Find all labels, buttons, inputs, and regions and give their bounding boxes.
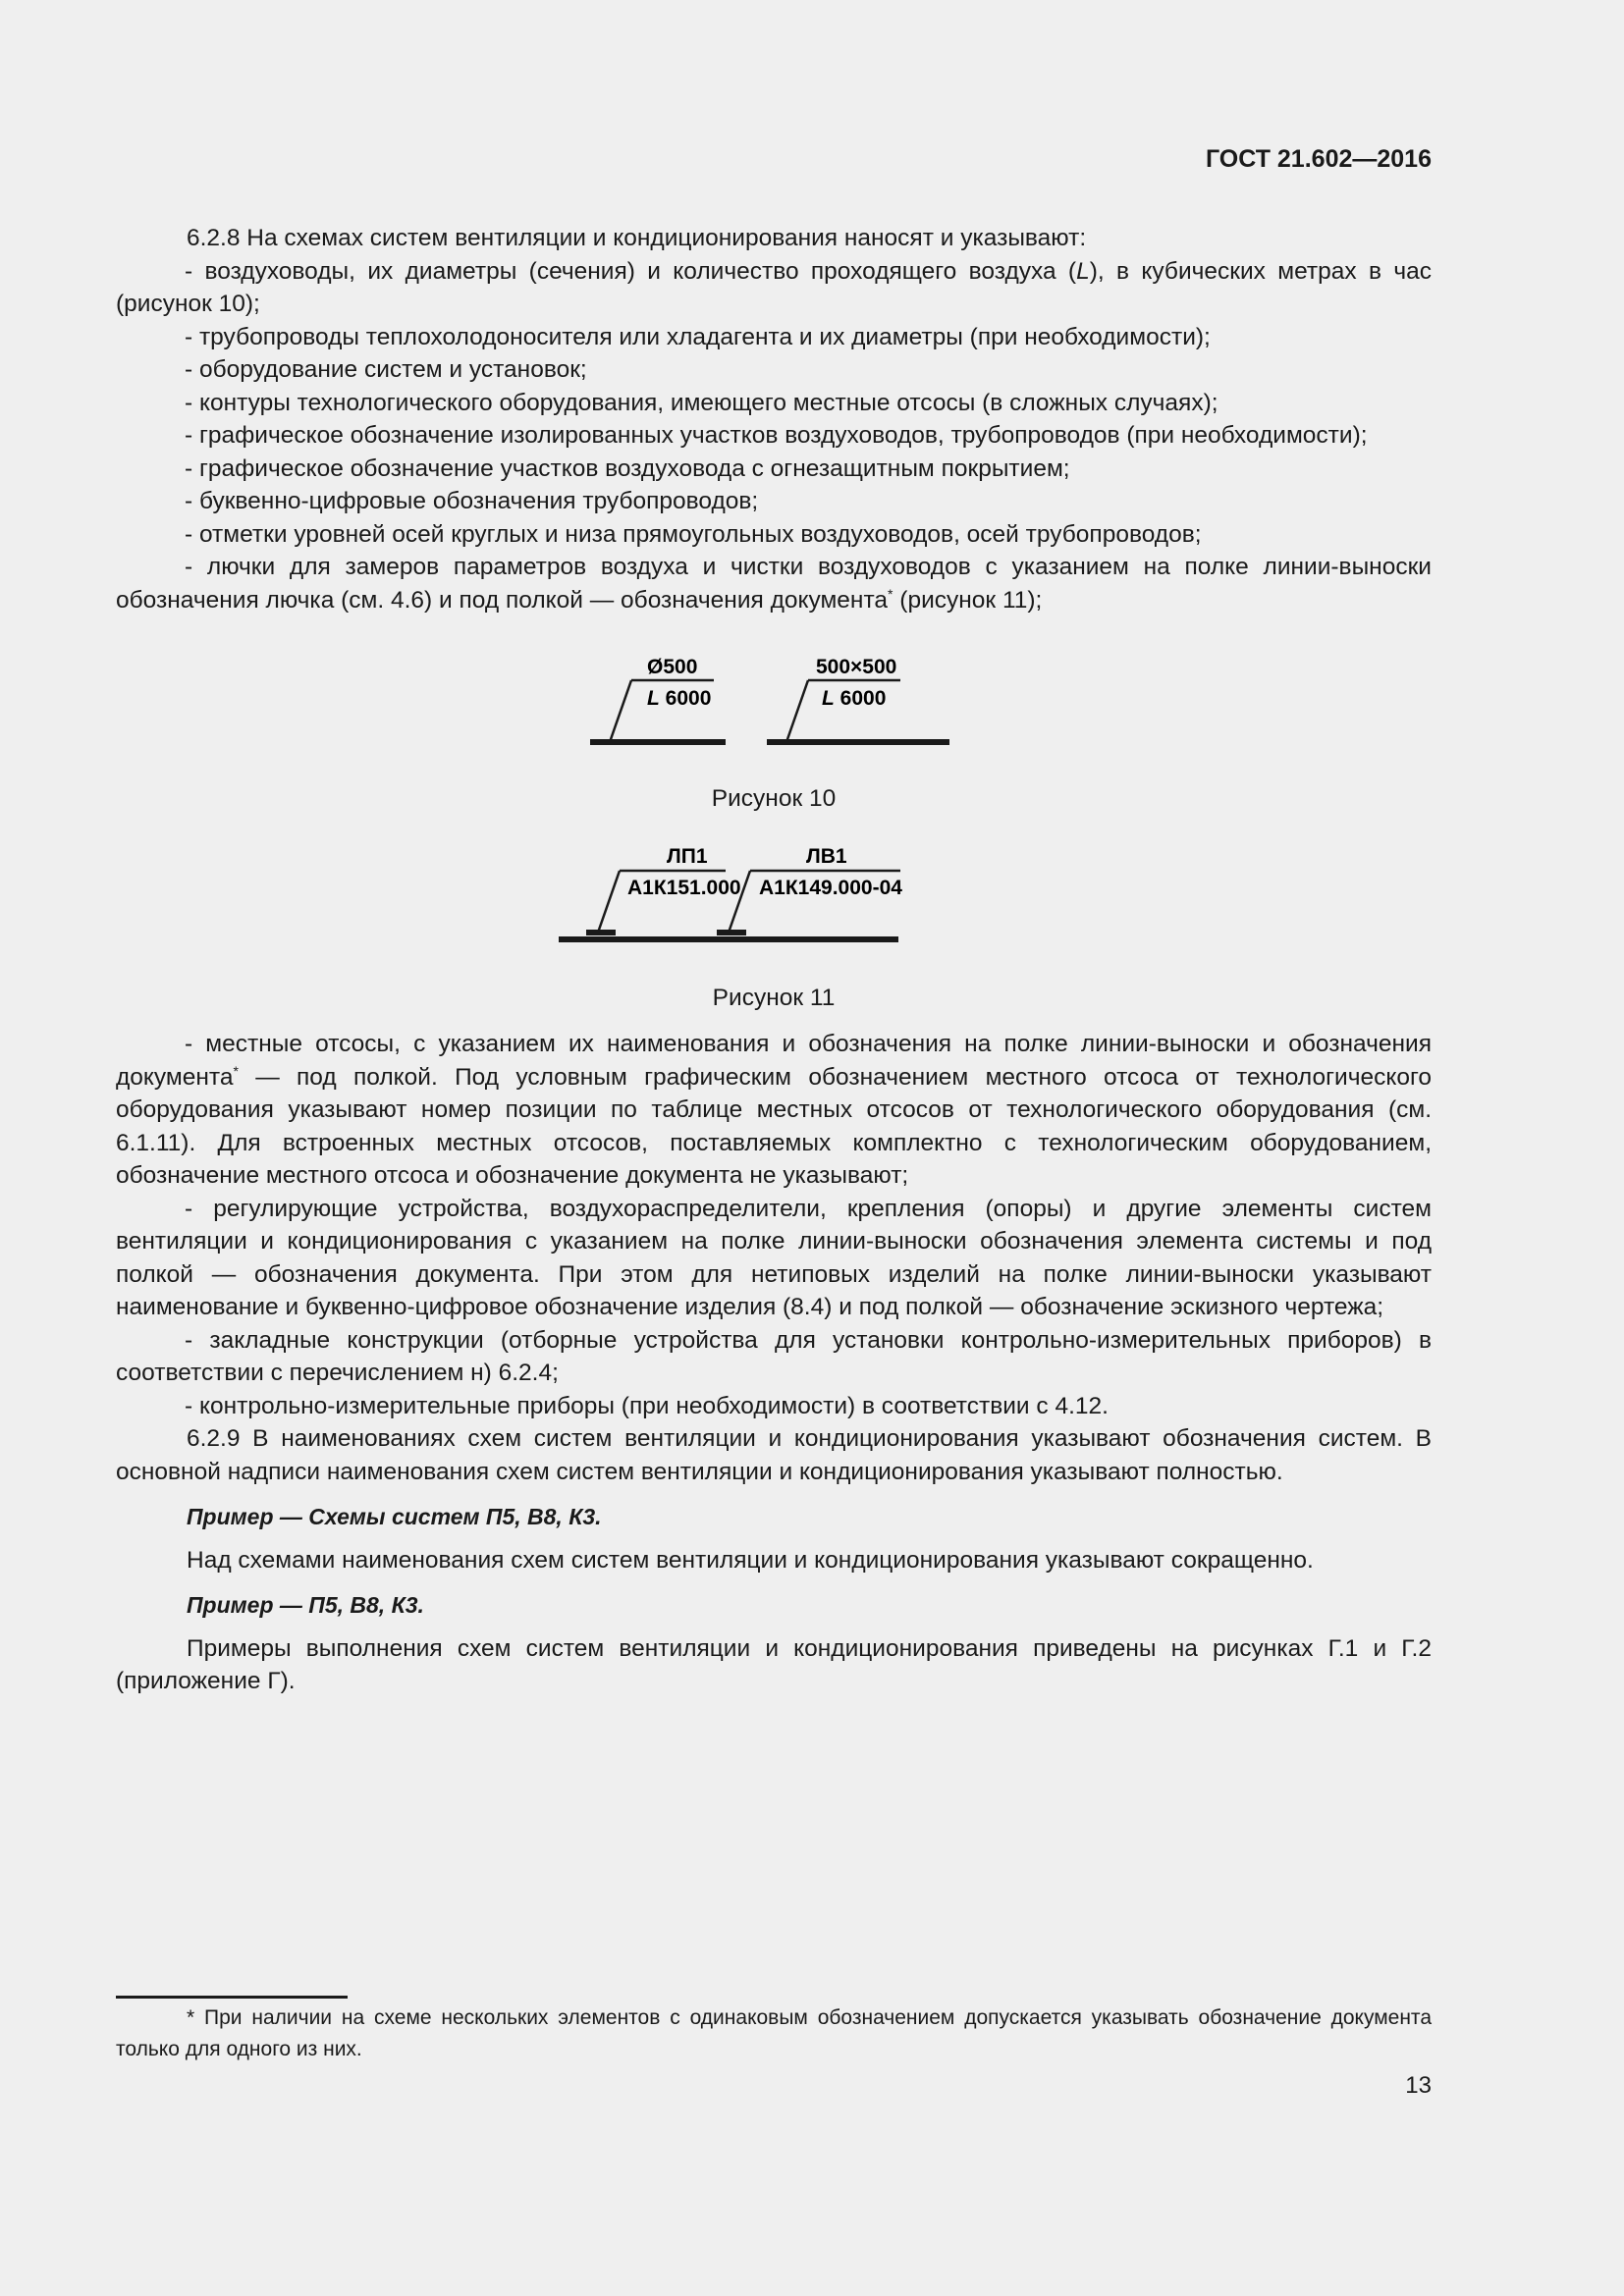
- figure-10-caption: Рисунок 10: [711, 785, 837, 812]
- figure-11-drawing: [559, 835, 932, 958]
- list-item: - контрольно-измерительные приборы (при необходимости) в соответствии с 4.12.: [185, 1392, 1109, 1419]
- duct-diameter-label: Ø500: [647, 656, 698, 678]
- hatch-leader-supply: [586, 845, 741, 935]
- list-item: - регулирующие устройства, воздухораспределители, крепления (опоры) и другие элементы систем вентиляции и кондиционирования с указанием на полке линии-выноски обозначения элемента системы и под полкой — обозначения документа. При этом для нетиповых изделий на полке линии-выноски указывают наименование и буквенно-цифровое обозначение изделия (8.4) и под полкой — обозначение эскизного чертежа;: [116, 1195, 1432, 1320]
- duct-leader-rect: [767, 656, 949, 742]
- footnote: * При наличии на схеме нескольких элементов с одинаковым обозначением допускается указывать обозначение документа только для одного из них.: [116, 2006, 1432, 2060]
- section-6-2-9-paragraph: 6.2.9 В наименованиях схем систем вентиляции и кондиционирования указывают обозначения систем. В основной надписи наименования схем систем вентиляции и кондиционирования указывают полностью.: [116, 1425, 1432, 1485]
- example-2: Пример — П5, В8, К3.: [187, 1592, 424, 1618]
- list-item: - буквенно-цифровые обозначения трубопроводов;: [185, 488, 759, 514]
- list-item: - лючки для замеров параметров воздуха и чистки воздуховодов с указанием на полке линии-выноски обозначения лючка (см. 4.6) и под полкой — обозначения документа* (рисунок 11);: [116, 554, 1432, 614]
- list-item: - графическое обозначение участков воздуховода с огнезащитным покрытием;: [185, 454, 1070, 482]
- list-item: - местные отсосы, с указанием их наименования и обозначения на полке линии-выноски и обозначения документа* — под полкой. Под условным графическим обозначением местного отсоса от технологического оборудования указывают номер позиции по таблице местных отсосов от технологического оборудования (см. 6.1.11). Для встроенных местных отсосов, поставляемых комплектно с технологическим оборудованием, обозначение местного отсоса и обозначение документа не указывают;: [116, 1031, 1432, 1189]
- duct-section-label: 500×500: [816, 656, 897, 678]
- duct-airflow-label: L 6000: [647, 687, 712, 710]
- list-item: - воздуховоды, их диаметры (сечения) и количество проходящего воздуха (L), в кубических метрах в час (рисунок 10);: [116, 257, 1432, 317]
- paragraph: Примеры выполнения схем систем вентиляции и кондиционирования приведены на рисунках Г.1 и Г.2 (приложение Г).: [116, 1634, 1432, 1694]
- hatch-label: ЛП1: [667, 844, 708, 868]
- footnote-divider: [116, 1996, 348, 1999]
- page-content: [116, 222, 1432, 1698]
- page-number: 13: [1405, 2072, 1432, 2099]
- list-item: - трубопроводы теплохолодоносителя или хладагента и их диаметры (при необходимости);: [185, 323, 1211, 350]
- duct-leader-round: [590, 656, 726, 742]
- figure-11-caption: Рисунок 11: [712, 984, 836, 1011]
- section-6-2-8-intro: 6.2.8 На схемах систем вентиляции и кондиционирования наносят и указывают:: [187, 225, 1087, 251]
- hatch-label: ЛВ1: [806, 844, 847, 868]
- document-code-label: А1К151.000: [627, 876, 741, 899]
- figure-10-drawing: [590, 636, 963, 769]
- document-code-label: А1К149.000-04: [759, 876, 902, 899]
- footnote-marker: *: [233, 1062, 239, 1079]
- paragraph: Над схемами наименования схем систем вентиляции и кондиционирования указывают сокращенно.: [187, 1546, 1314, 1574]
- document-header: ГОСТ 21.602—2016: [1205, 145, 1432, 173]
- list-item: - оборудование систем и установок;: [185, 356, 587, 383]
- list-item: - контуры технологического оборудования, имеющего местные отсосы (в сложных случаях);: [185, 389, 1218, 416]
- example-1: Пример — Схемы систем П5, В8, К3.: [187, 1504, 602, 1529]
- footnote-marker: *: [888, 585, 893, 602]
- list-item: - закладные конструкции (отборные устройства для установки контрольно-измерительных приборов) в соответствии с перечислением н) 6.2.4;: [116, 1326, 1432, 1386]
- list-item: - отметки уровней осей круглых и низа прямоугольных воздуховодов, осей трубопроводов;: [185, 520, 1202, 548]
- duct-airflow-label: L 6000: [822, 687, 887, 710]
- hatch-leader-exhaust: [717, 845, 902, 935]
- list-item: - графическое обозначение изолированных участков воздуховодов, трубопроводов (при необходимости);: [185, 422, 1368, 449]
